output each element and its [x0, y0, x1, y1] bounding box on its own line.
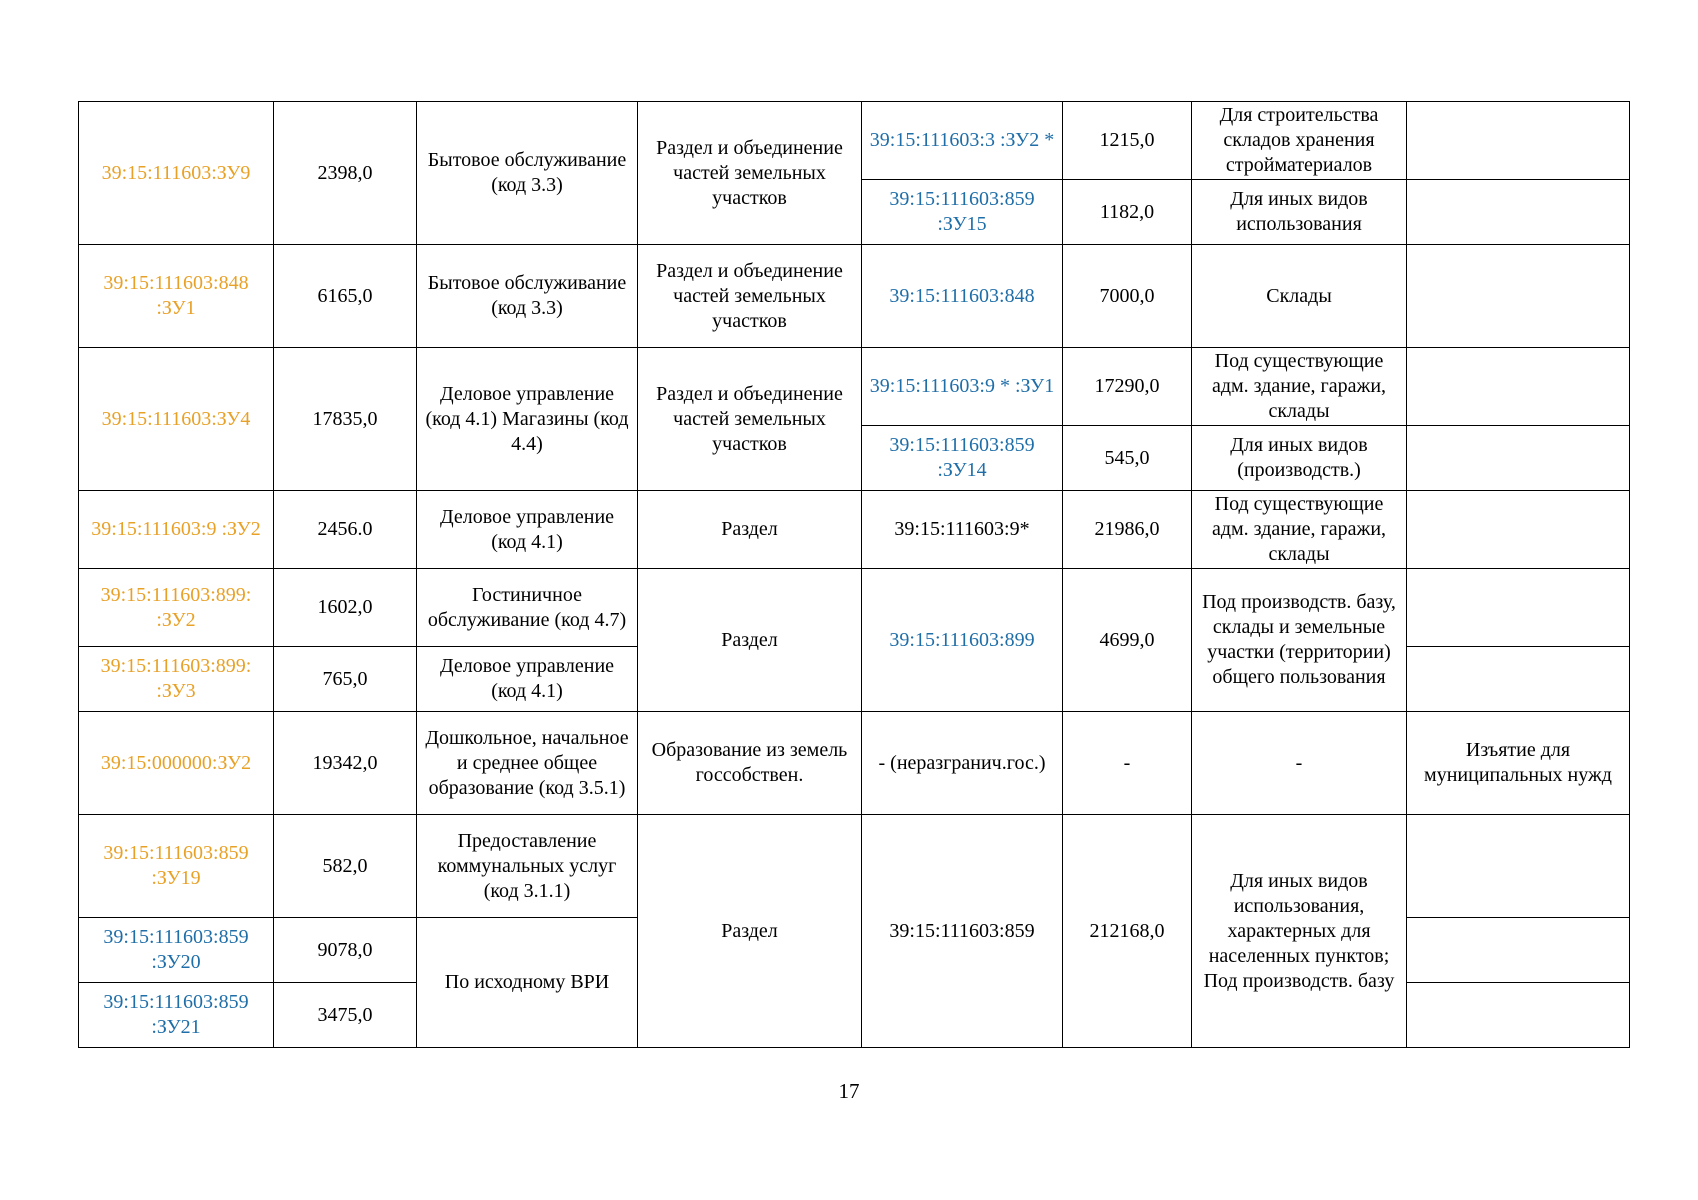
note: [1407, 348, 1630, 426]
source-plot-area: 1182,0: [1063, 180, 1192, 245]
source-permitted-use: Для иных видов (производств.): [1192, 426, 1407, 491]
note: [1407, 647, 1630, 712]
new-plot-area: 1602,0: [274, 569, 417, 647]
formation-method: Раздел: [638, 569, 862, 712]
permitted-use: По исходному ВРИ: [417, 918, 638, 1048]
source-permitted-use: Под существующие адм. здание, гаражи, склады: [1192, 348, 1407, 426]
table-row: [79, 348, 1630, 426]
new-plot-number: 39:15:111603:859 :ЗУ20: [79, 918, 274, 983]
new-plot-area: 19342,0: [274, 712, 417, 815]
formation-method: Раздел: [638, 491, 862, 569]
new-plot-number: 39:15:111603:859 :ЗУ19: [79, 815, 274, 918]
source-permitted-use: Для иных видов использования, характерных для населенных пунктов; Под производств. базу: [1192, 815, 1407, 1048]
source-plot-number: 39:15:111603:899: [862, 569, 1063, 712]
new-plot-number: 39:15:000000:ЗУ2: [79, 712, 274, 815]
new-plot-number: 39:15:111603:859 :ЗУ21: [79, 983, 274, 1048]
permitted-use: Бытовое обслуживание (код 3.3): [417, 245, 638, 348]
formation-method: Раздел и объединение частей земельных участков: [638, 245, 862, 348]
note: [1407, 180, 1630, 245]
note: [1407, 815, 1630, 918]
new-plot-number: 39:15:111603:899: :ЗУ3: [79, 647, 274, 712]
note: [1407, 983, 1630, 1048]
permitted-use: Деловое управление (код 4.1) Магазины (код 4.4): [417, 348, 638, 491]
new-plot-number: 39:15:111603:9 :ЗУ2: [79, 491, 274, 569]
note: [1407, 569, 1630, 647]
source-permitted-use: Для иных видов использования: [1192, 180, 1407, 245]
table-row: [79, 712, 1630, 815]
source-permitted-use: Склады: [1192, 245, 1407, 348]
new-plot-area: 9078,0: [274, 918, 417, 983]
source-permitted-use: Под производств. базу, склады и земельные участки (территории) общего пользования: [1192, 569, 1407, 712]
source-plot-number: 39:15:111603:3 :ЗУ2 *: [862, 102, 1063, 180]
permitted-use: Предоставление коммунальных услуг (код 3.1.1): [417, 815, 638, 918]
formation-method: Раздел и объединение частей земельных участков: [638, 348, 862, 491]
new-plot-area: 3475,0: [274, 983, 417, 1048]
source-plot-area: 17290,0: [1063, 348, 1192, 426]
new-plot-area: 2398,0: [274, 102, 417, 245]
new-plot-number: 39:15:111603:848 :ЗУ1: [79, 245, 274, 348]
permitted-use: Дошкольное, начальное и среднее общее образование (код 3.5.1): [417, 712, 638, 815]
page-number: 17: [838, 1079, 860, 1103]
table-row: [79, 815, 1630, 918]
note: Изъятие для муниципальных нужд: [1407, 712, 1630, 815]
source-plot-number: 39:15:111603:859 :ЗУ15: [862, 180, 1063, 245]
note: [1407, 491, 1630, 569]
formation-method: Раздел: [638, 815, 862, 1048]
note: [1407, 245, 1630, 348]
new-plot-number: 39:15:111603:ЗУ9: [79, 102, 274, 245]
note: [1407, 102, 1630, 180]
new-plot-area: 6165,0: [274, 245, 417, 348]
source-permitted-use: Для строительства складов хранения стройматериалов: [1192, 102, 1407, 180]
table-row: [79, 245, 1630, 348]
source-plot-area: 4699,0: [1063, 569, 1192, 712]
permitted-use: Деловое управление (код 4.1): [417, 647, 638, 712]
source-plot-area: 545,0: [1063, 426, 1192, 491]
source-plot-area: 212168,0: [1063, 815, 1192, 1048]
permitted-use: Бытовое обслуживание (код 3.3): [417, 102, 638, 245]
new-plot-area: 765,0: [274, 647, 417, 712]
source-permitted-use: Под существующие адм. здание, гаражи, склады: [1192, 491, 1407, 569]
source-plot-number: 39:15:111603:859: [862, 815, 1063, 1048]
new-plot-number: 39:15:111603:ЗУ4: [79, 348, 274, 491]
new-plot-area: 582,0: [274, 815, 417, 918]
source-plot-number: - (неразгранич.гос.): [862, 712, 1063, 815]
formation-method: Образование из земель госсобствен.: [638, 712, 862, 815]
note: [1407, 918, 1630, 983]
source-plot-number: 39:15:111603:9 * :ЗУ1: [862, 348, 1063, 426]
source-plot-area: 7000,0: [1063, 245, 1192, 348]
table-row: [79, 102, 1630, 180]
source-plot-area: 21986,0: [1063, 491, 1192, 569]
source-permitted-use: -: [1192, 712, 1407, 815]
permitted-use: Гостиничное обслуживание (код 4.7): [417, 569, 638, 647]
new-plot-area: 17835,0: [274, 348, 417, 491]
source-plot-number: 39:15:111603:859 :ЗУ14: [862, 426, 1063, 491]
permitted-use: Деловое управление (код 4.1): [417, 491, 638, 569]
formation-method: Раздел и объединение частей земельных участков: [638, 102, 862, 245]
land-plots-table: [78, 101, 1630, 1048]
source-plot-number: 39:15:111603:848: [862, 245, 1063, 348]
new-plot-area: 2456.0: [274, 491, 417, 569]
new-plot-number: 39:15:111603:899: :ЗУ2: [79, 569, 274, 647]
table-row: [79, 569, 1630, 647]
source-plot-area: 1215,0: [1063, 102, 1192, 180]
note: [1407, 426, 1630, 491]
source-plot-area: -: [1063, 712, 1192, 815]
source-plot-number: 39:15:111603:9*: [862, 491, 1063, 569]
table-row: [79, 491, 1630, 569]
